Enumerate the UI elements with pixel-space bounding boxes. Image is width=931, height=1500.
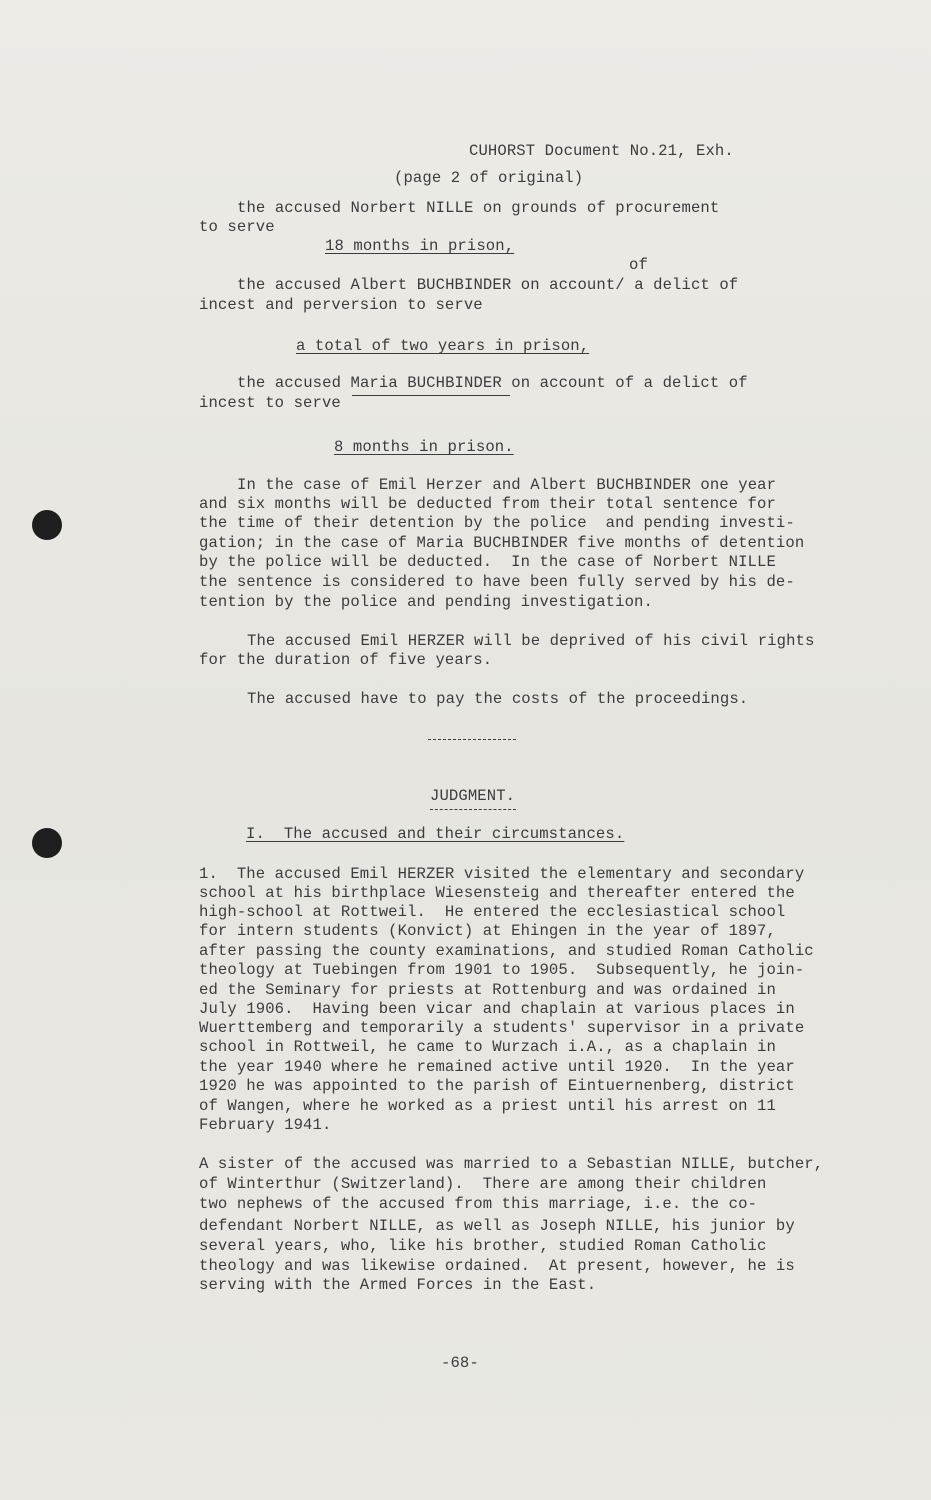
punch-hole-icon	[32, 510, 62, 540]
deduction-line: gation; in the case of Maria BUCHBINDER five months of detention	[199, 534, 805, 552]
herzer-line: high-school at Rottweil. He entered the ecclesiastical school	[199, 903, 786, 921]
nille-sentence-line: the accused Norbert NILLE on grounds of procurement	[237, 199, 720, 217]
herzer-line: theology at Tuebingen from 1901 to 1905. Subsequently, he join-	[199, 961, 805, 979]
nille-sentence-term: 18 months in prison,	[325, 237, 515, 255]
handwritten-insert: of	[629, 256, 648, 274]
costs-line: The accused have to pay the costs of the proceedings.	[247, 690, 749, 708]
herzer-line: the year 1940 where he remained active until 1920. In the year	[199, 1058, 795, 1076]
section-title: JUDGMENT.	[430, 787, 516, 805]
albert-sentence-term: a total of two years in prison,	[296, 337, 590, 355]
subsection-title-text: I. The accused and their circumstances.	[246, 825, 625, 843]
herzer-line: of Wangen, where he worked as a priest until his arrest on 11	[199, 1097, 776, 1115]
sister-line: of Winterthur (Switzerland). There are among their children	[199, 1175, 767, 1193]
page-reference: (page 2 of original)	[394, 169, 584, 187]
deduction-line: the sentence is considered to have been fully served by his de-	[199, 573, 795, 591]
herzer-line: after passing the county examinations, and studied Roman Catholic	[199, 942, 814, 960]
section-title-underline	[430, 809, 516, 810]
sister-line: serving with the Armed Forces in the East.	[199, 1276, 597, 1294]
deduction-line: In the case of Emil Herzer and Albert BUCHBINDER one year	[237, 476, 777, 494]
civil-rights-line: The accused Emil HERZER will be deprived of his civil rights	[247, 632, 815, 650]
deduction-line: and six months will be deducted from their total sentence for	[199, 495, 776, 513]
maria-sentence-line: the accused Maria BUCHBINDER on account of a delict of	[237, 374, 748, 392]
albert-sentence-line: incest and perversion to serve	[199, 296, 483, 314]
herzer-line: February 1941.	[199, 1116, 332, 1134]
underline-mark	[352, 395, 510, 396]
herzer-line: 1. The accused Emil HERZER visited the elementary and secondary	[199, 865, 805, 883]
albert-sentence-line: the accused Albert BUCHBINDER on account/ a delict of	[237, 276, 739, 294]
section-divider	[428, 739, 516, 740]
subsection-title	[246, 825, 624, 845]
herzer-line: for intern students (Konvict) at Ehingen in the year of 1897,	[199, 922, 776, 940]
deduction-line: tention by the police and pending investigation.	[199, 593, 653, 611]
maria-sentence-line: incest to serve	[199, 394, 341, 412]
punch-hole-icon	[32, 828, 62, 858]
herzer-line: July 1906. Having been vicar and chaplain at various places in	[199, 1000, 795, 1018]
civil-rights-line: for the duration of five years.	[199, 651, 493, 669]
herzer-line: ed the Seminary for priests at Rottenburg and was ordained in	[199, 981, 776, 999]
herzer-line: school at his birthplace Wiesensteig and thereafter entered the	[199, 884, 795, 902]
page-number: -68-	[441, 1354, 479, 1372]
sister-line: A sister of the accused was married to a Sebastian NILLE, butcher,	[199, 1155, 824, 1173]
nille-sentence-line: to serve	[199, 218, 275, 236]
herzer-line: school in Rottweil, he came to Wurzach i.A., as a chaplain in	[199, 1038, 776, 1056]
sister-line: two nephews of the accused from this marriage, i.e. the co-	[199, 1195, 758, 1213]
document-reference: CUHORST Document No.21, Exh.	[469, 142, 734, 160]
deduction-line: by the police will be deducted. In the case of Norbert NILLE	[199, 553, 776, 571]
sister-line: several years, who, like his brother, studied Roman Catholic	[199, 1237, 767, 1255]
herzer-line: Wuerttemberg and temporarily a students' supervisor in a private	[199, 1019, 805, 1037]
maria-sentence-term: 8 months in prison.	[334, 438, 514, 456]
deduction-line: the time of their detention by the police and pending investi-	[199, 514, 795, 532]
sister-line: defendant Norbert NILLE, as well as Joseph NILLE, his junior by	[199, 1217, 795, 1235]
sister-line: theology and was likewise ordained. At present, however, he is	[199, 1257, 795, 1275]
herzer-line: 1920 he was appointed to the parish of Eintuernenberg, district	[199, 1077, 795, 1095]
